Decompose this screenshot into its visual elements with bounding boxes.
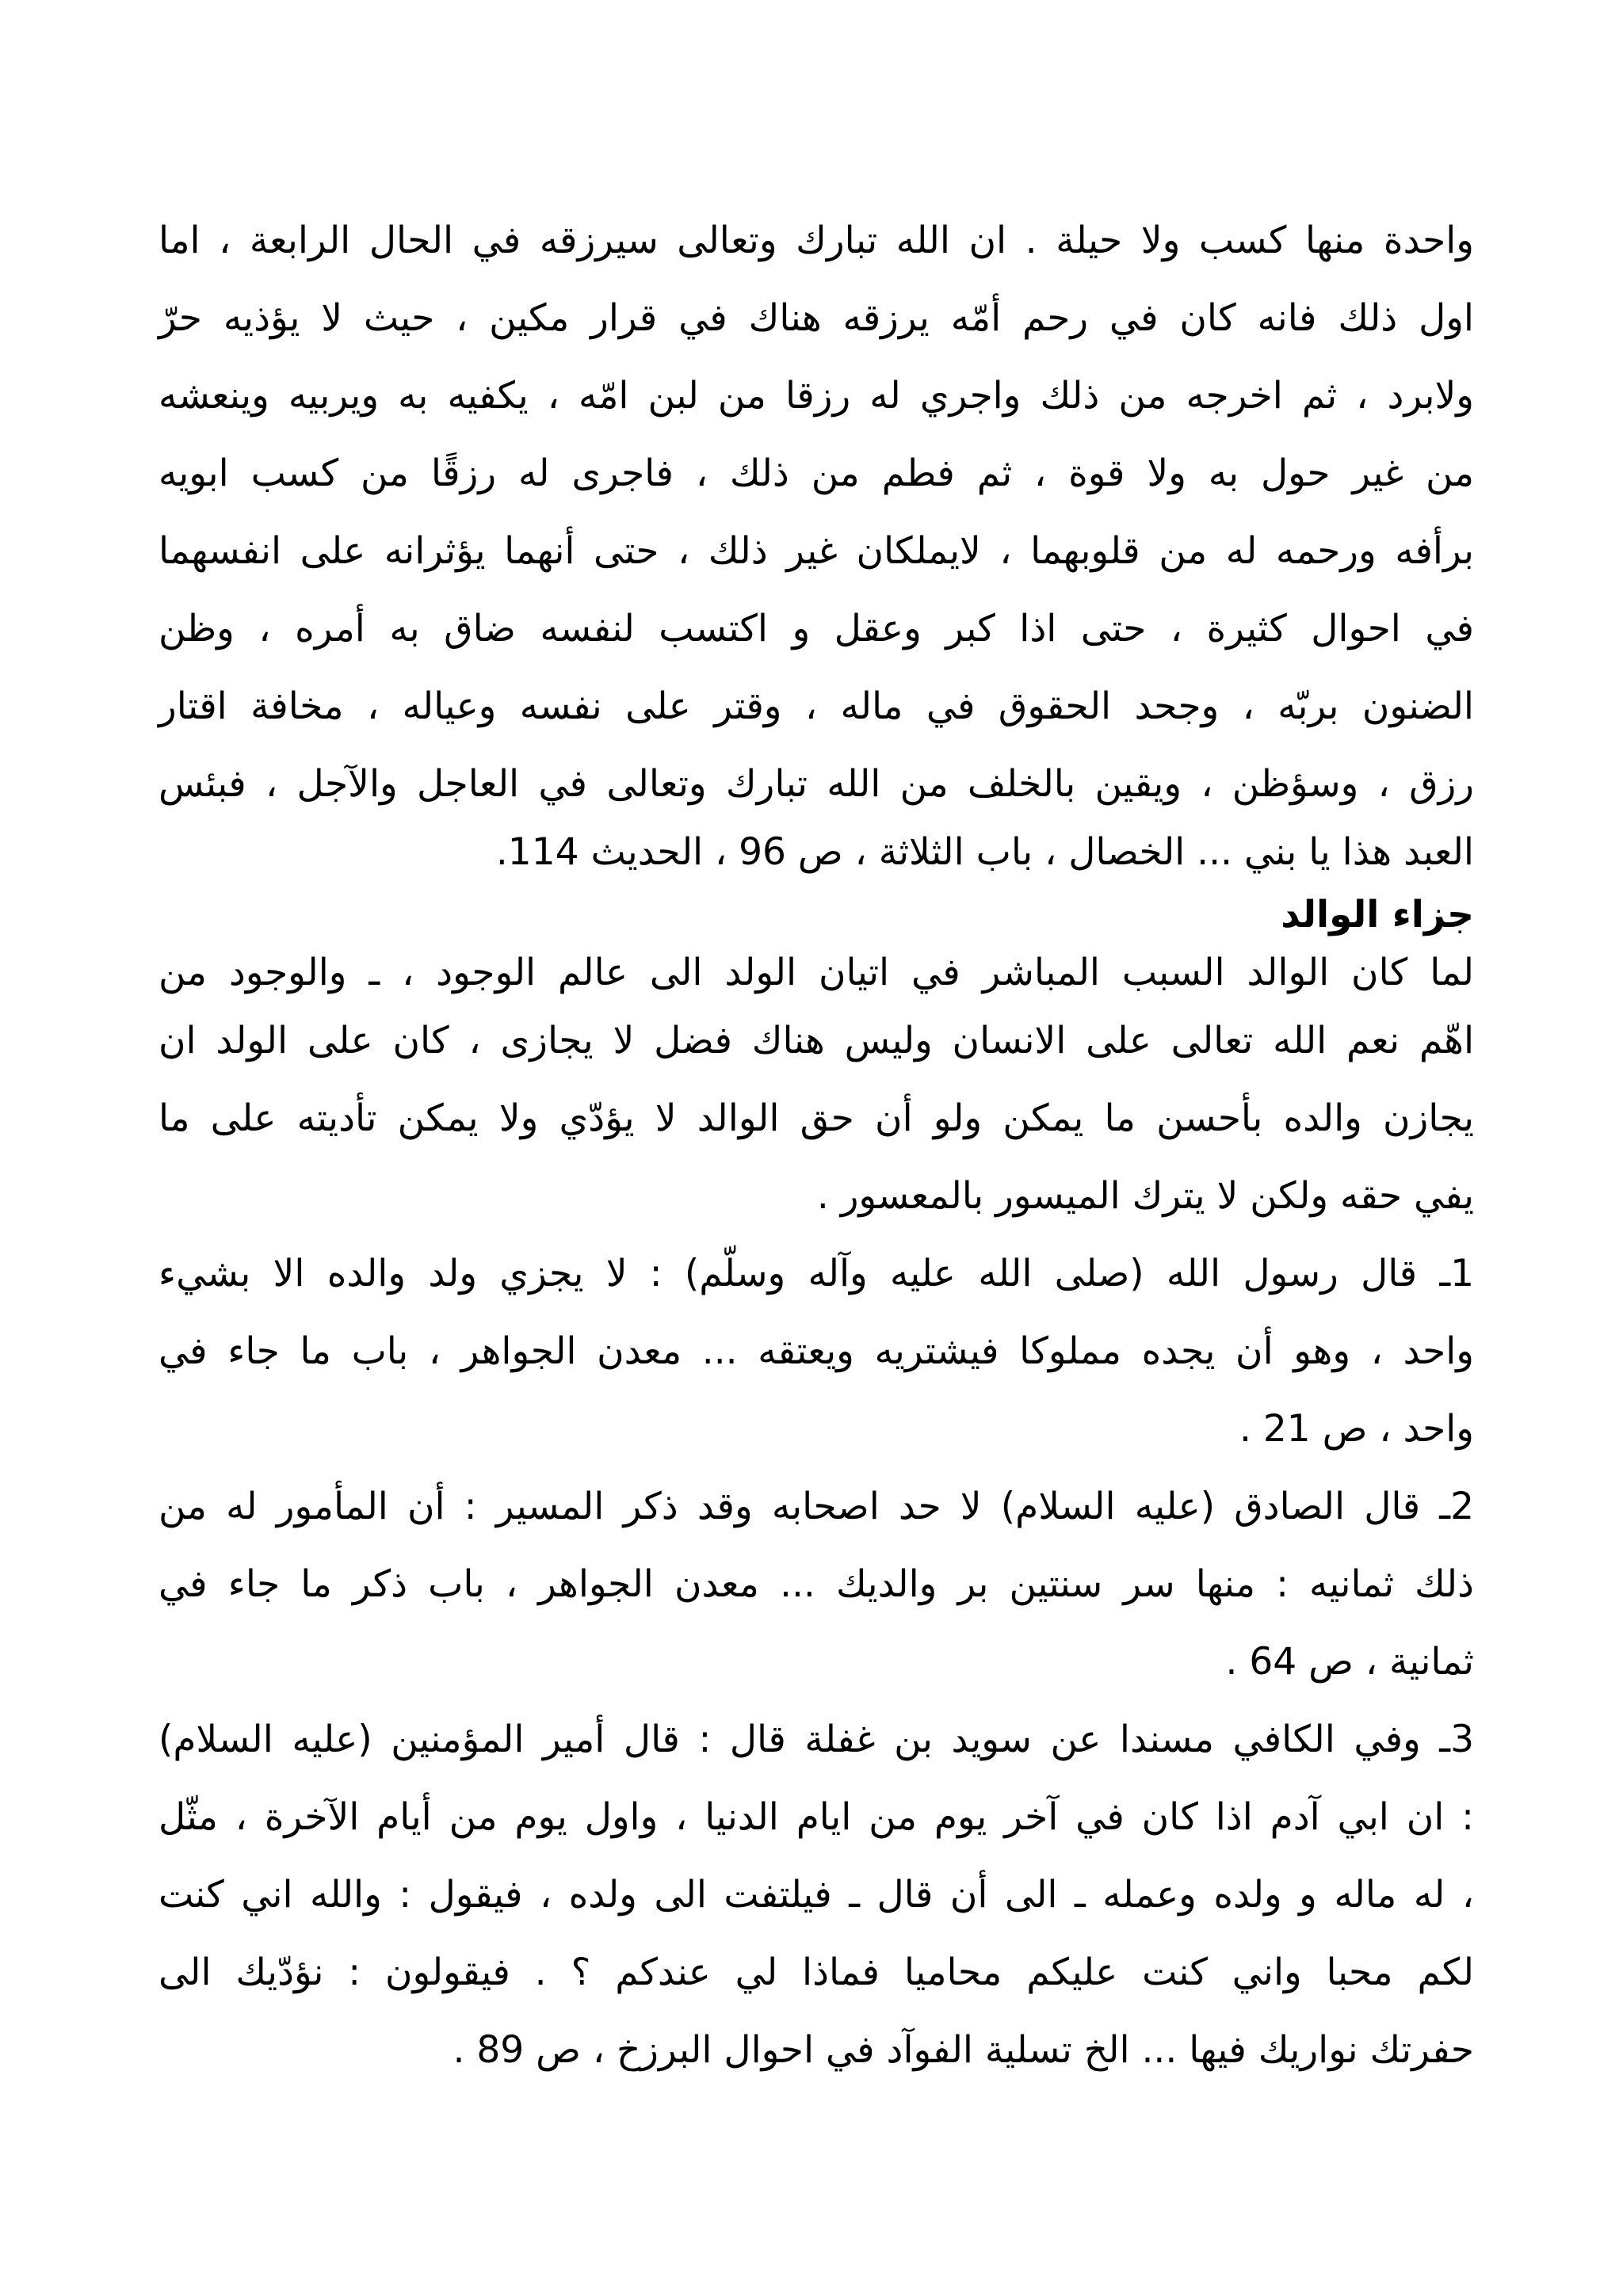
- text-line: ثمانية ، ص 64 .: [1225, 1640, 1474, 1684]
- hadith-item-3: [158, 1701, 1474, 2089]
- text-line: برأفه ورحمه له من قلوبهما ، لايملكان غير ذلك ، حتى أنهما يؤثرانه على انفسهما: [158, 529, 1474, 573]
- text-line: ذلك ثمانيه : منها سر سنتين بر والديك ... معدن الجواهر ، باب ذكر ما جاء في: [158, 1562, 1474, 1606]
- text-line: واحد ، وهو أن يجده مملوكا فيشتريه ويعتقه ... معدن الجواهر ، باب ما جاء في: [158, 1329, 1474, 1373]
- text-line: 1ـ قال رسول الله (صلى الله عليه وآله وسلّم) : لا يجزي ولد والده الا بشيء: [158, 1252, 1474, 1295]
- hadith-item-2: [158, 1468, 1474, 1701]
- paragraph-provision: [158, 202, 1474, 882]
- text-line: العبد هذا يا بني ... الخصال ، باب الثلاثة ، ص 96 ، الحديث 114.: [495, 830, 1474, 874]
- text-line: من غير حول به ولا قوة ، ثم فطم من ذلك ، فاجرى له رزقًا من كسب ابويه: [158, 452, 1474, 495]
- text-line: ولابرد ، ثم اخرجه من ذلك واجري له رزقا من لبن امّه ، يكفيه به ويربيه وينعشه: [158, 374, 1474, 418]
- text-line: : ان ابي آدم اذا كان في آخر يوم من ايام الدنيا ، واول يوم من أيام الآخرة ، مثّل: [158, 1795, 1474, 1839]
- text-line: يجازن والده بأحسن ما يمكن ولو أن حق الوالد لا يؤدّي ولا يمكن تأديته على ما: [158, 1097, 1474, 1140]
- text-line: 2ـ قال الصادق (عليه السلام) لا حد اصحابه وقد ذكر المسير : أن المأمور له من: [158, 1485, 1474, 1528]
- text-line: واحد ، ص 21 .: [1239, 1407, 1474, 1451]
- text-line: 3ـ وفي الكافي مسندا عن سويد بن غفلة قال : قال أمير المؤمنين (عليه السلام): [158, 1718, 1474, 1761]
- section-heading: جزاء الوالد: [1281, 893, 1474, 936]
- text-line: رزق ، وسؤظن ، ويقين بالخلف من الله تبارك وتعالى في العاجل والآجل ، فبئس: [158, 762, 1474, 806]
- text-line: الضنون بربّه ، وجحد الحقوق في ماله ، وقتر على نفسه وعياله ، مخافة اقتار: [158, 685, 1474, 728]
- text-line: ، له ماله و ولده وعمله ـ الى أن قال ـ فيلتفت الى ولده ، فيقول : والله اني كنت: [158, 1873, 1474, 1917]
- text-line: اول ذلك فانه كان في رحم أمّه يرزقه هناك في قرار مكين ، حيث لا يؤذيه حرّ: [158, 296, 1474, 340]
- hadith-item-1: [158, 1235, 1474, 1468]
- text-line: في احوال كثيرة ، حتى اذا كبر وعقل و اكتسب لنفسه ضاق به أمره ، وظن: [158, 607, 1474, 650]
- text-line: واحدة منها كسب ولا حيلة . ان الله تبارك وتعالى سيرزقه في الحال الرابعة ، اما: [158, 219, 1474, 262]
- paragraph-intro: [158, 944, 1474, 1235]
- text-line: لكم محبا واني كنت عليكم محاميا فماذا لي عندكم ؟ . فيقولون : نؤدّيك الى: [158, 1951, 1474, 1994]
- text-line: حفرتك نواريك فيها ... الخ تسلية الفوآد في احوال البرزخ ، ص 89 .: [453, 2028, 1474, 2072]
- text-line: يفي حقه ولكن لا يترك الميسور بالمعسور .: [816, 1174, 1474, 1218]
- text-line: اهّم نعم الله تعالى على الانسان وليس هناك فضل لا يجازى ، كان على الولد ان: [158, 1019, 1474, 1062]
- text-line: لما كان الوالد السبب المباشر في اتيان الولد الى عالم الوجود ، ـ والوجود من: [158, 951, 1474, 994]
- document-page: [158, 202, 1474, 2089]
